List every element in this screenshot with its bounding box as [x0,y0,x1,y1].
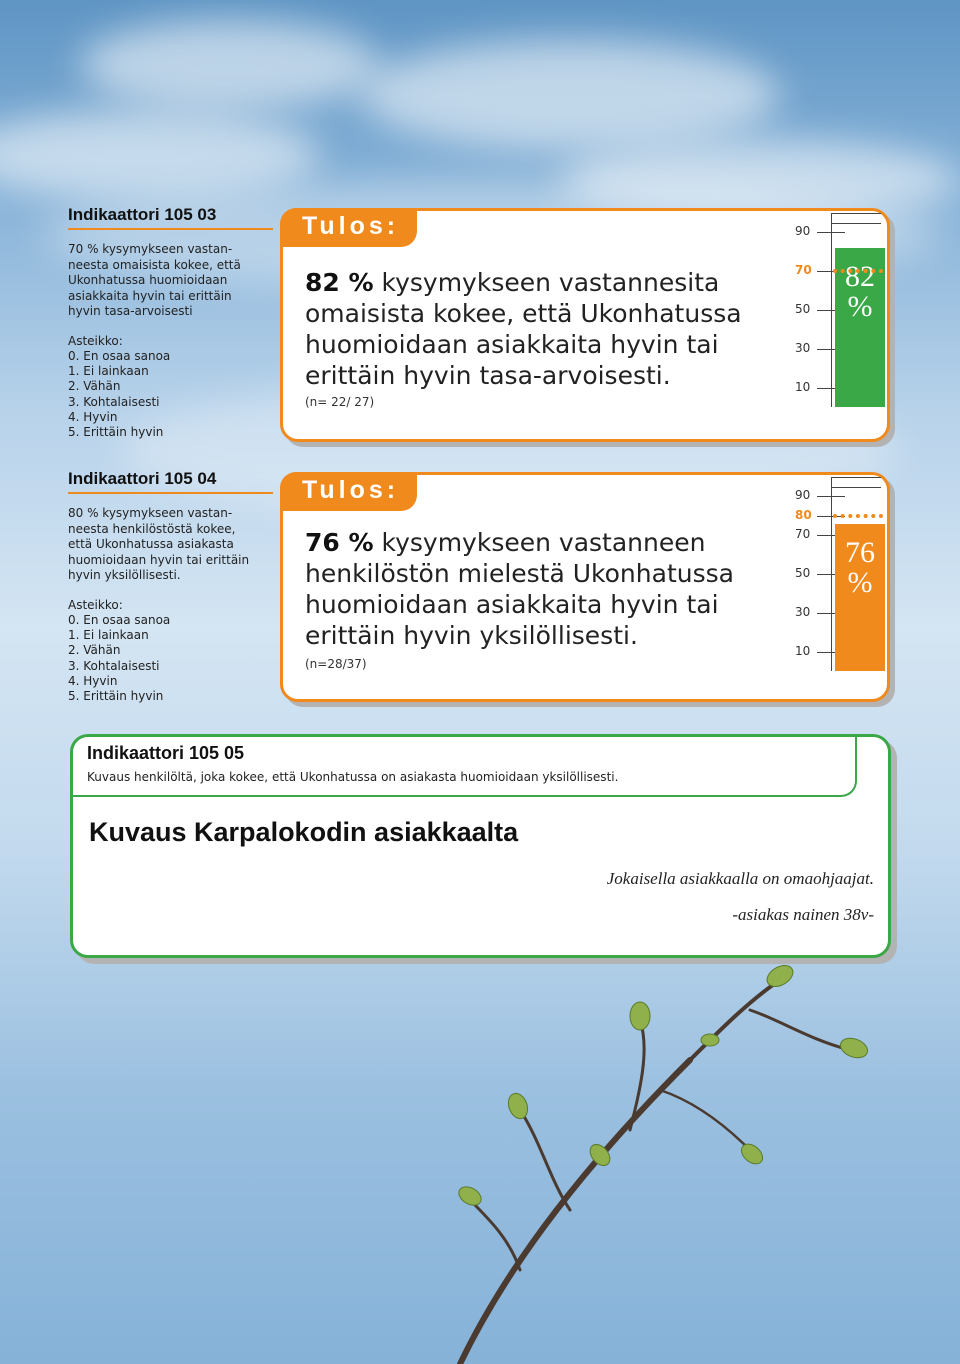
result-card [280,472,890,702]
cloud [360,40,780,150]
indicator-105-05-card [70,734,891,958]
indicator-title: Indikaattori 105 03 [68,205,273,230]
cloud [80,20,380,110]
section-heading: Kuvaus Karpalokodin asiakkaalta [89,817,519,847]
gauge-tick-label: 90 [795,488,811,503]
result-gauge [795,475,887,671]
indicator-title: Indikaattori 105 05 [87,743,245,763]
gauge-tick-label: 10 [795,379,811,394]
gauge-target-marker [833,514,883,518]
desc-line: Ukonhatussa huomioidaan [68,273,228,287]
scale-item: 0. En osaa sanoa [68,348,171,363]
desc-line: 70 % kysymykseen vastan- [68,242,233,256]
desc-line: asiakkaita hyvin tai erittäin [68,288,232,303]
result-card [280,208,890,442]
gauge-bar [835,524,885,671]
gauge-tick-label: 10 [795,643,811,658]
gauge-tick-label: 70 [795,527,811,542]
gauge-bar-value: 82 [845,259,875,293]
indicator-105-03 [68,205,273,441]
result-description: kysymykseen vastannesita omaisista kokee, että Ukonhatussa huomioidaan asiakkaita hyvin tai erittäin hyvin tasa-arvoisesti. [305,268,742,390]
gauge-minor-line [831,477,881,478]
indicator-105-04 [68,469,273,705]
gauge-axis [831,477,832,671]
gauge-axis [831,213,832,407]
result-percentage: 76 % [305,528,374,557]
client-quote: Jokaisella asiakkaalla on omaohjaajat. [606,869,874,888]
scale-item: 3. Kohtalaisesti [68,658,160,673]
result-description: kysymykseen vastanneen henkilöstön mielestä Ukonhatussa huomioidaan asiakkaita hyvin tai erittäin hyvin yksilöllisesti. [305,528,734,650]
gauge-minor-line [831,213,881,214]
gauge-tick-label: 50 [795,302,811,316]
desc-line: neesta henkilöstöstä kokee, [68,521,236,536]
gauge-tick-label: 80 [795,507,812,522]
scale-item: 0. En osaa sanoa [68,612,171,627]
desc-line: huomioidaan hyvin tai erittäin [68,552,250,567]
scale-label: Asteikko: [68,333,123,348]
scale-label: Asteikko: [68,597,123,612]
desc-line: neesta omaisista kokee, että [68,257,241,272]
gauge-bar-unit: % [847,289,873,323]
indicator-title: Indikaattori 105 04 [68,469,273,494]
scale-item: 2. Vähän [68,643,121,658]
scale-item: 1. Ei lainkaan [68,364,149,379]
result-gauge [795,211,887,407]
gauge-tick-label: 90 [795,224,811,239]
result-header: Tulos: [280,208,417,247]
desc-line: että Ukonhatussa asiakasta [68,537,234,551]
indicator-description: Kuvaus henkilöltä, joka kokee, että Ukonhatussa on asiakasta huomioidaan yksilöllisesti. [87,770,619,784]
gauge-tick-label: 50 [795,566,811,580]
gauge-tick-label: 70 [795,263,812,278]
desc-line: 80 % kysymykseen vastan- [68,506,233,520]
scale-item: 3. Kohtalaisesti [68,394,160,409]
result-text [305,267,775,391]
quote-attribution: -asiakas nainen 38v- [732,905,874,924]
scale-item: 4. Hyvin [68,673,118,688]
scale-item: 5. Erittäin hyvin [68,425,164,440]
result-percentage: 82 % [305,268,374,297]
branch-illustration [450,940,930,1364]
gauge-tick-label: 30 [795,340,811,355]
gauge-tick-label: 30 [795,604,811,619]
gauge-target-marker [833,269,883,273]
indicator-description [68,242,273,320]
gauge-minor-line [831,223,881,224]
indicator-header [73,737,857,797]
result-header: Tulos: [280,472,417,511]
scale-item: 1. Ei lainkaan [68,628,149,643]
gauge-bar-unit: % [847,565,873,599]
scale-item: 4. Hyvin [68,409,118,424]
gauge-minor-line [831,487,881,488]
result-text [305,527,775,651]
desc-line: hyvin yksilöllisesti. [68,568,181,582]
sample-size: (n= 22/ 27) [305,395,375,409]
desc-line: hyvin tasa-arvoisesti [68,304,193,318]
indicator-description [68,506,273,584]
scale-item: 5. Erittäin hyvin [68,689,164,704]
scale-item: 2. Vähän [68,379,121,394]
sample-size: (n=28/37) [305,657,367,671]
gauge-bar-value: 76 [845,535,875,569]
